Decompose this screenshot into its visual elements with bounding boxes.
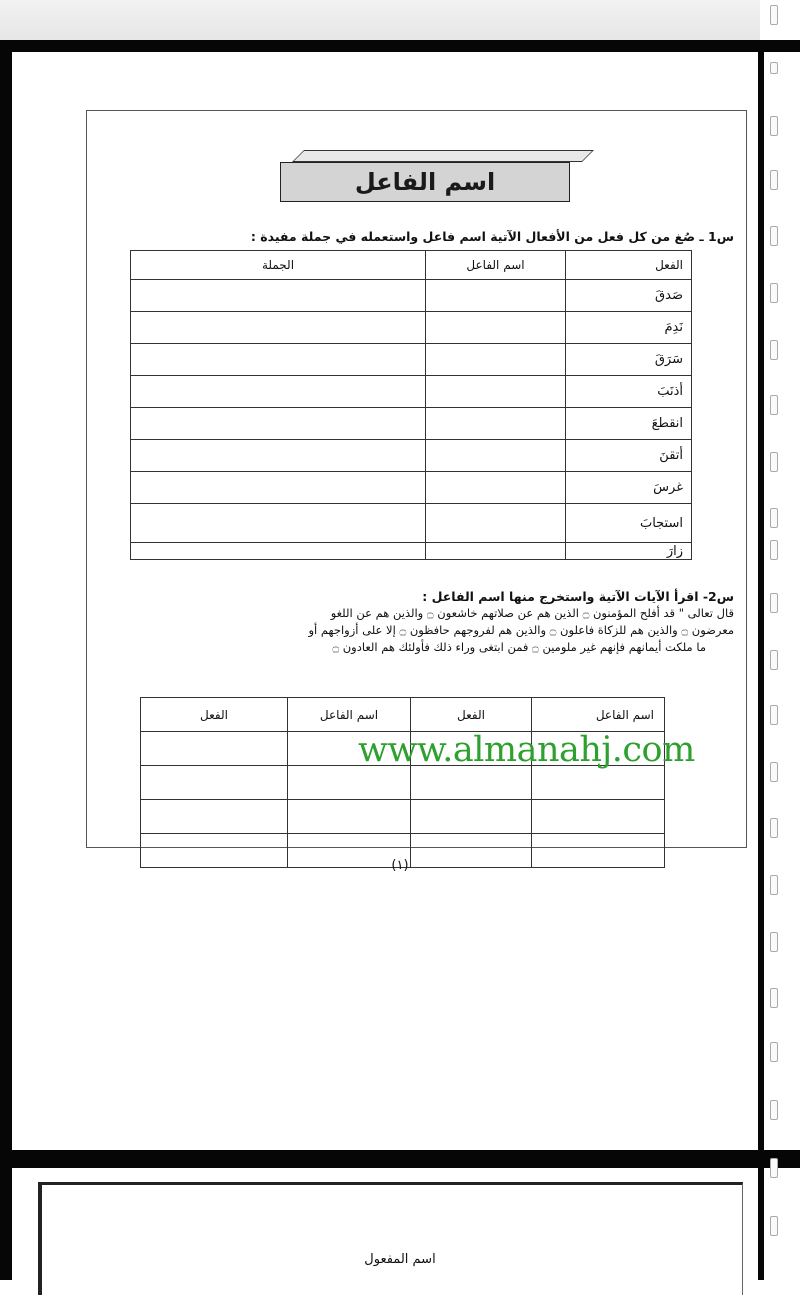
answer-cell[interactable] [131, 440, 426, 472]
verb-cell: زارَ [566, 543, 692, 560]
verb-cell: أذنَبَ [566, 376, 692, 408]
verb-cell: أتقنَ [566, 440, 692, 472]
page-title: اسم الفاعل [354, 168, 496, 196]
answer-cell[interactable] [411, 766, 532, 800]
answer-cell[interactable] [141, 766, 288, 800]
page-number: (١) [391, 858, 409, 873]
answer-cell[interactable] [411, 800, 532, 834]
verb-cell: استجابَ [566, 504, 692, 543]
binder-rail [764, 0, 794, 1280]
answer-cell[interactable] [131, 408, 426, 440]
header-verb: الفعل [566, 251, 692, 280]
page-frame [38, 1182, 743, 1295]
answer-cell[interactable] [288, 766, 411, 800]
answer-cell[interactable] [141, 800, 288, 834]
extraction-table [140, 697, 665, 868]
top-page-strip [0, 0, 760, 40]
title-box [280, 150, 570, 202]
answer-cell[interactable] [532, 766, 665, 800]
answer-cell[interactable] [131, 280, 426, 312]
answer-cell[interactable] [426, 543, 566, 560]
verse-line: قال تعالى " قد أفلح المؤمنون ۝ الذين هم عن صلاتهم خاشعون ۝ والذين هم عن اللغو [330, 606, 734, 620]
answer-cell[interactable] [532, 800, 665, 834]
answer-cell[interactable] [426, 408, 566, 440]
left-border [0, 40, 12, 1280]
answer-cell[interactable] [426, 376, 566, 408]
answer-cell[interactable] [131, 312, 426, 344]
answer-cell[interactable] [141, 732, 288, 766]
answer-cell[interactable] [131, 344, 426, 376]
header-agent-noun: اسم الفاعل [288, 698, 411, 732]
header-verb: الفعل [411, 698, 532, 732]
verb-cell: انقطعَ [566, 408, 692, 440]
answer-cell[interactable] [131, 376, 426, 408]
answer-cell[interactable] [426, 504, 566, 543]
verse-line: معرضون ۝ والذين هم للزكاة فاعلون ۝ والذين هم لفروجهم حافظون ۝ إلا على أزواجهم أو [308, 623, 734, 637]
answer-cell[interactable] [288, 800, 411, 834]
watermark: www.almanahj.com [358, 730, 695, 770]
verb-cell: سَرَقَ [566, 344, 692, 376]
page-separator [0, 1150, 800, 1168]
answer-cell[interactable] [426, 312, 566, 344]
header-agent-noun: اسم الفاعل [532, 698, 665, 732]
verb-cell: غرسَ [566, 472, 692, 504]
verb-cell: صَدقَ [566, 280, 692, 312]
header-sentence: الجملة [131, 251, 426, 280]
answer-cell[interactable] [426, 344, 566, 376]
answer-cell[interactable] [131, 543, 426, 560]
header-verb: الفعل [141, 698, 288, 732]
verb-cell: نَدِمَ [566, 312, 692, 344]
answer-cell[interactable] [426, 440, 566, 472]
question-2-heading: س2- اقرأ الآيات الآتية واستخرج منها اسم الفاعل : [422, 589, 734, 604]
answer-cell[interactable] [426, 280, 566, 312]
verbs-table [130, 250, 692, 560]
question-2 [94, 588, 734, 656]
page-separator [0, 40, 800, 52]
answer-cell[interactable] [131, 472, 426, 504]
answer-cell[interactable] [131, 504, 426, 543]
question-1: س1 ـ صُغ من كل فعل من الأفعال الآتية اسم فاعل واستعمله في جملة مفيدة : [250, 229, 734, 244]
answer-cell[interactable] [426, 472, 566, 504]
next-page-title: اسم المفعول [364, 1252, 436, 1267]
header-agent-noun: اسم الفاعل [426, 251, 566, 280]
verse-line: ما ملكت أيمانهم فإنهم غير ملومين ۝ فمن ابتغى وراء ذلك فأولئك هم العادون ۝ [332, 640, 706, 654]
